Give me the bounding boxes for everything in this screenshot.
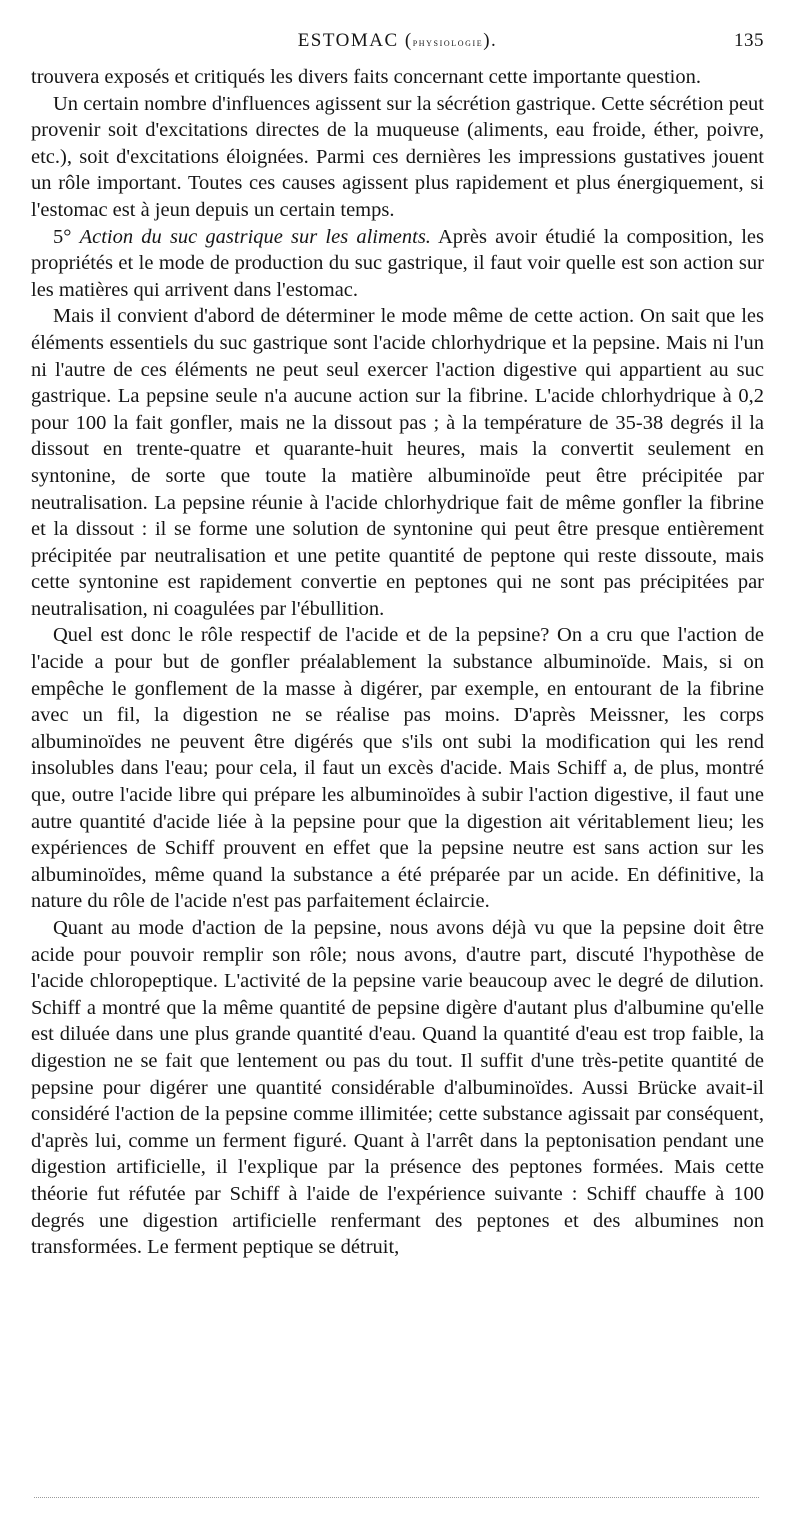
paragraph-section-5 [31, 224, 764, 304]
page-number: 135 [734, 30, 764, 51]
bottom-dotted-rule [34, 1497, 759, 1498]
running-title [31, 30, 764, 52]
book-page [31, 0, 764, 1528]
section-intro-text: Après avoir étudié la composition, les propriétés et le mode de production du suc gastrique, il faut voir quelle est son action sur les matières qui arrivent dans l'estomac. [31, 225, 764, 301]
section-number: 5° [53, 225, 80, 248]
section-heading: Action du suc gastrique sur les aliments. [79, 225, 431, 248]
running-title-main: ESTOMAC ( [297, 30, 413, 51]
running-title-subject: physiologie [412, 35, 484, 49]
paragraph-influences: Un certain nombre d'influences agissent sur la sécrétion gastrique. Cette sécrétion peut provenir soit d'excitations directes de la muqueuse (aliments, eau froide, éther, poivre, etc.), soit d'excitations éloignées. Parmi ces dernières les impressions gustatives jouent un rôle important. Toutes ces causes agissent plus rapidement et plus énergiquement, si l'estomac est à jeun depuis un certain temps. [31, 92, 764, 221]
paragraph-mode-action: Mais il convient d'abord de déterminer le mode même de cette action. On sait que les éléments essentiels du suc gastrique sont l'acide chlorhydrique et la pepsine. Mais ni l'un ni l'autre de ces éléments ne peut seul exercer l'action digestive qui appartient au suc gastrique. La pepsine seule n'a aucune action sur la fibrine. L'acide chlorhydrique à 0,2 pour 100 la fait gonfler, mais ne la dissout pas ; à la température de 35-38 degrés il la dissout en trente-quatre et quarante-huit heures, mais la convertit seulement en syntonine, de sorte que toute la matière albuminoïde peut être précipitée par neutralisation. La pepsine réunie à l'acide chlorhydrique fait de même gonfler la fibrine et la dissout : il se forme une solution de syntonine qui peut être presque entièrement précipitée par neutralisation et une petite quantité de peptone qui reste dissoute, mais cette syntonine est rapidement convertie en peptones qui ne sont pas précipitées par neutralisation, ni coagulées par l'ébullition. [31, 305, 764, 620]
paragraph-pepsine: Quant au mode d'action de la pepsine, nous avons déjà vu que la pepsine doit être acide pour pouvoir remplir son rôle; nous avons, d'autre part, discuté l'hypothèse de l'acide chloropeptique. L'activité de la pepsine varie beaucoup avec le degré de dilution. Schiff a montré que la même quantité de pepsine digère d'autant plus d'albumine qu'elle est diluée dans une plus grande quantité d'eau. Quand la quantité d'eau est trop faible, la digestion ne se fait que lentement ou pas du tout. Il suffit d'une très-petite quantité de pepsine pour digérer une quantité considérable d'albuminoïdes. Aussi Brücke avait-il considéré l'action de la pepsine comme illimitée; cette substance agissait par conséquent, d'après lui, comme un ferment figuré. Quant à l'arrêt dans la peptonisation pendant une digestion artificielle, il l'explique par la présence des peptones formées. Mais cette théorie fut réfutée par Schiff à l'aide de l'expérience suivante : Schiff chauffe à 100 degrés une digestion artificielle renfermant des peptones et des albumines non transformées. Le ferment peptique se détruit, [31, 917, 764, 1259]
paragraph-role-acid: Quel est donc le rôle respectif de l'acide et de la pepsine? On a cru que l'action de l'acide a pour but de gonfler préalablement la substance albuminoïde. Mais, si on empêche le gonflement de la masse à digérer, par exemple, en entourant de la fibrine avec un fil, la digestion ne se réalise pas moins. D'après Meissner, les corps albuminoïdes ne peuvent être digérés que s'ils ont subi la modification qui les rend insolubles dans l'eau; pour cela, il faut un excès d'acide. Mais Schiff a, de plus, montré que, outre l'acide libre qui prépare les albuminoïdes à subir l'action digestive, il faut une autre quantité d'acide liée à la pepsine pour que la digestion ait véritablement lieu; les expériences de Schiff prouvent en effet que la pepsine neutre est sans action sur les albuminoïdes, même quand la substance a été préparée par un acide. En définitive, la nature du rôle de l'acide n'est pas parfaitement éclaircie. [31, 624, 764, 913]
paragraph-continuation: trouvera exposés et critiqués les divers faits concernant cette importante question. [31, 66, 702, 88]
running-title-end: ). [483, 30, 498, 51]
running-head [31, 30, 764, 56]
body-text [31, 64, 764, 1261]
